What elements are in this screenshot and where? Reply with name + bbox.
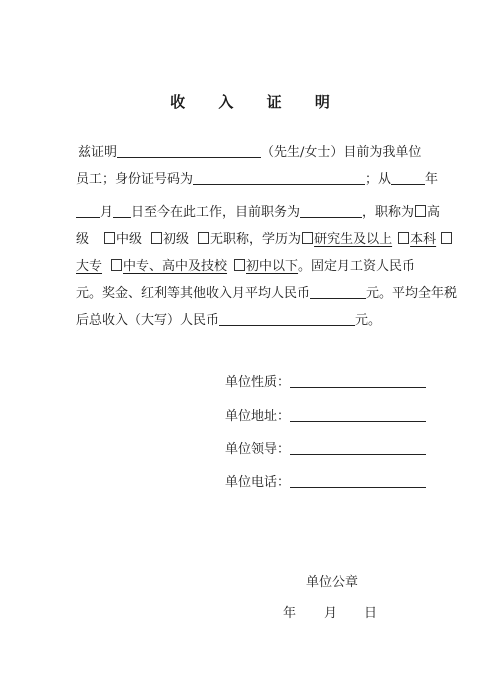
position-blank[interactable] xyxy=(300,203,362,218)
text-yuan: 元。 xyxy=(355,313,382,328)
name-blank[interactable] xyxy=(117,143,261,158)
body-line-5 xyxy=(76,257,426,277)
unit-phone-row xyxy=(225,473,426,492)
checkbox-college[interactable] xyxy=(441,232,452,244)
checkbox-bachelor[interactable] xyxy=(398,232,409,244)
body-line-2 xyxy=(76,170,439,190)
document-title: 收 入 证 明 xyxy=(170,93,344,111)
unit-nature-row xyxy=(225,373,426,392)
unit-nature-label: 单位性质： xyxy=(225,375,291,390)
text-junior: 初级 xyxy=(163,232,190,247)
text-total-label: 后总收入（大写）人民币 xyxy=(76,313,220,328)
bonus-blank[interactable] xyxy=(310,284,366,299)
body-line-3 xyxy=(76,203,441,223)
checkbox-secondary[interactable] xyxy=(111,259,122,271)
text-gender: （先生/女士）目前为我单位 xyxy=(261,145,422,160)
unit-address-blank[interactable] xyxy=(290,407,426,422)
text-no-title: 无职称，学历为 xyxy=(210,232,302,247)
checkbox-senior[interactable] xyxy=(415,205,426,217)
unit-phone-blank[interactable] xyxy=(290,473,426,488)
text-certify: 兹证明 xyxy=(78,145,118,160)
id-number-blank[interactable] xyxy=(193,170,365,185)
text-postgrad: 研究生及以上 xyxy=(314,232,393,247)
year-blank[interactable] xyxy=(391,170,425,185)
unit-phone-label: 单位电话： xyxy=(225,475,291,490)
text-college: 大专 xyxy=(76,259,103,274)
text-middle-school: 初中以下 xyxy=(246,259,299,274)
text-year: 年 xyxy=(425,172,439,187)
day-blank[interactable] xyxy=(113,203,131,218)
date-year: 年 xyxy=(283,606,297,621)
unit-address-label: 单位地址： xyxy=(225,409,291,424)
checkbox-postgrad[interactable] xyxy=(302,232,313,244)
unit-seal-label: 单位公章 xyxy=(306,575,359,590)
text-annual-label: 元。平均全年税 xyxy=(366,286,458,301)
text-salary-label: 。固定月工资人民币 xyxy=(298,259,416,274)
text-level: 级 xyxy=(76,232,90,247)
checkbox-junior[interactable] xyxy=(151,232,162,244)
text-id-label: 员工；身份证号码为 xyxy=(76,172,194,187)
text-bachelor: 本科 xyxy=(410,232,437,247)
month-blank[interactable] xyxy=(76,203,100,218)
text-senior: 高 xyxy=(427,205,441,220)
unit-leader-label: 单位领导： xyxy=(225,442,291,457)
body-line-6 xyxy=(76,284,458,304)
unit-address-row xyxy=(225,407,426,426)
unit-nature-blank[interactable] xyxy=(290,373,426,388)
text-position: 日至今在此工作，目前职务为 xyxy=(131,205,301,220)
text-secondary: 中专、高中及技校 xyxy=(123,259,228,274)
text-month: 月 xyxy=(100,205,114,220)
text-intermediate: 中级 xyxy=(116,232,143,247)
checkbox-no-title[interactable] xyxy=(198,232,209,244)
checkbox-middle-school[interactable] xyxy=(234,259,245,271)
body-line-4 xyxy=(76,230,437,250)
unit-leader-blank[interactable] xyxy=(290,440,426,455)
checkbox-intermediate[interactable] xyxy=(104,232,115,244)
body-line-7 xyxy=(76,311,426,331)
unit-leader-row xyxy=(225,440,426,459)
text-title-label: ，职称为 xyxy=(362,205,415,220)
date-month: 月 xyxy=(324,606,338,621)
text-from: ；从 xyxy=(365,172,392,187)
date-day: 日 xyxy=(364,606,378,621)
text-bonus-label: 元。奖金、红利等其他收入月平均人民币 xyxy=(76,286,311,301)
body-line-1 xyxy=(76,143,426,163)
total-income-blank[interactable] xyxy=(219,311,355,326)
